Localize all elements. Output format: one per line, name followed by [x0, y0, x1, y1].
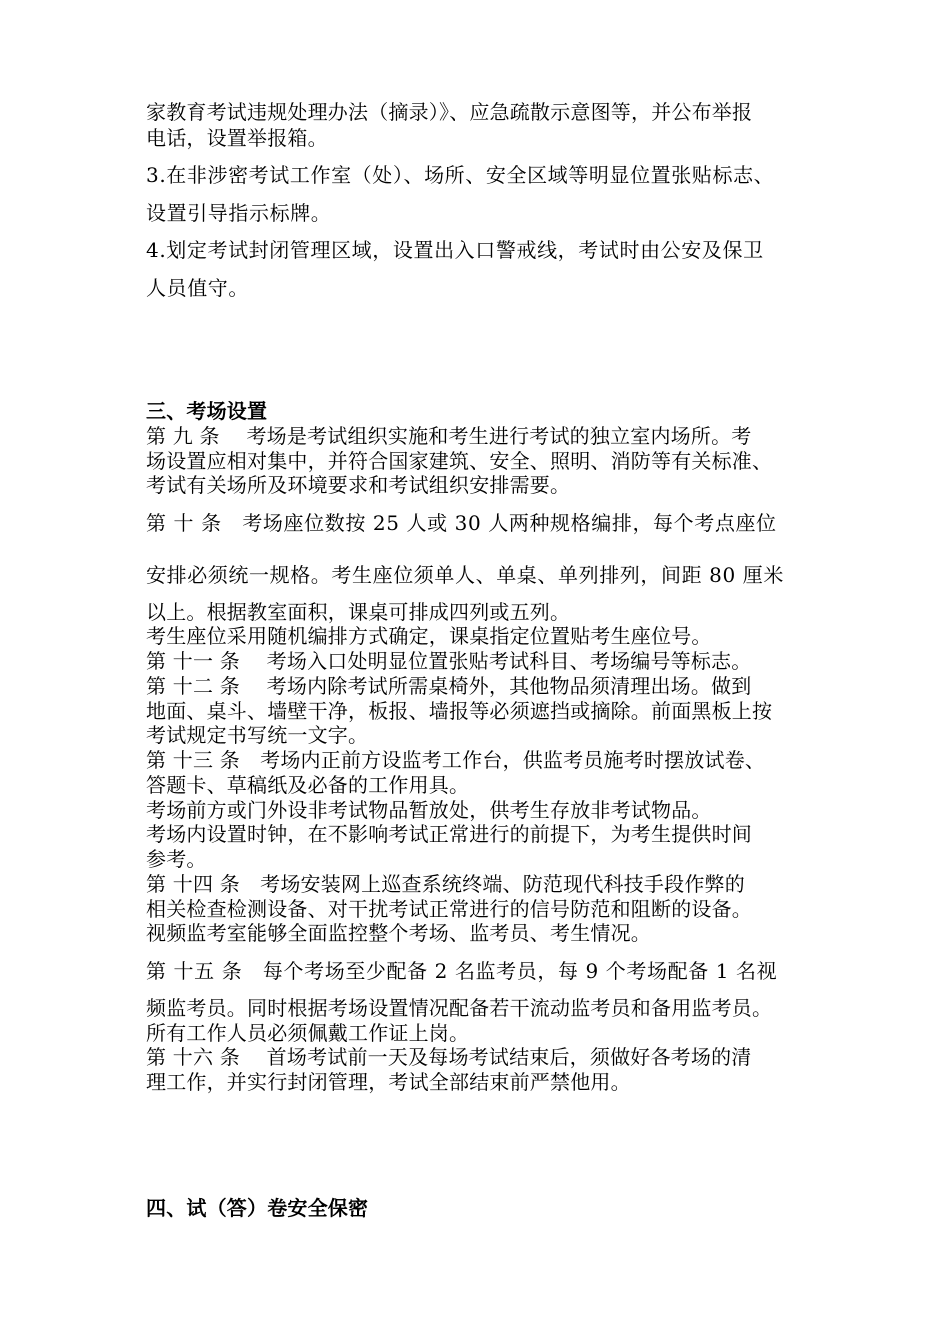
article-9-line: 场设置应相对集中，并符合国家建筑、安全、照明、消防等有关标准、 — [146, 449, 773, 473]
article-14-line: 第 十四 条 考场安装网上巡查系统终端、防范现代科技手段作弊的 — [146, 872, 745, 896]
article-11-line: 第 十一 条 考场入口处明显位置张贴考试科目、考场编号等标志。 — [146, 649, 752, 673]
paragraph-line: 设置引导指示标牌。 — [146, 201, 332, 225]
article-15-line: 第 十五 条 每个考场至少配备 2 名监考员，每 9 个考场配备 1 名视 — [146, 959, 778, 983]
section-heading-exam-room-setup: 三、考场设置 — [146, 399, 268, 423]
paragraph-line: 电话，设置举报箱。 — [146, 126, 328, 150]
paragraph-line: 考生座位采用随机编排方式确定，课桌指定位置贴考生座位号。 — [146, 624, 712, 648]
paragraph-line: 4.划定考试封闭管理区域，设置出入口警戒线，考试时由公安及保卫 — [146, 238, 764, 262]
article-13-line: 答题卡、草稿纸及必备的工作用具。 — [146, 773, 470, 797]
article-9-line: 第 九 条 考场是考试组织实施和考生进行考试的独立室内场所。考 — [146, 424, 752, 448]
paragraph-line: 考场前方或门外设非考试物品暂放处，供考生存放非考试物品。 — [146, 798, 712, 822]
paragraph-line: 人员值守。 — [146, 276, 249, 300]
paragraph-line: 考场内设置时钟，在不影响考试正常进行的前提下，为考生提供时间 — [146, 822, 752, 846]
article-12-line: 第 十二 条 考场内除考试所需桌椅外，其他物品须清理出场。做到 — [146, 674, 752, 698]
article-12-line: 考试规定书写统一文字。 — [146, 723, 369, 747]
article-14-line: 视频监考室能够全面监控整个考场、监考员、考生情况。 — [146, 921, 651, 945]
paragraph-line: 家教育考试违规处理办法（摘录）》、应急疏散示意图等，并公布举报 — [146, 100, 753, 124]
section-heading-paper-security: 四、试（答）卷安全保密 — [146, 1196, 369, 1220]
article-10-line: 安排必须统一规格。考生座位须单人、单桌、单列排列，间距 80 厘米 — [146, 563, 784, 587]
article-10-line: 第 十 条 考场座位数按 25 人或 30 人两种规格编排，每个考点座位 — [146, 511, 777, 535]
paragraph-line: 3.在非涉密考试工作室（处）、场所、安全区域等明显位置张贴标志、 — [146, 163, 775, 187]
article-16-line: 理工作，并实行封闭管理，考试全部结束前严禁他用。 — [146, 1070, 631, 1094]
article-15-line: 频监考员。同时根据考场设置情况配备若干流动监考员和备用监考员。 — [146, 996, 773, 1020]
article-9-line: 考试有关场所及环境要求和考试组织安排需要。 — [146, 473, 571, 497]
article-12-line: 地面、桌斗、墙壁干净，板报、墙报等必须遮挡或摘除。前面黑板上按 — [146, 699, 773, 723]
paragraph-line: 参考。 — [146, 847, 207, 871]
article-13-line: 第 十三 条 考场内正前方设监考工作台，供监考员施考时摆放试卷、 — [146, 748, 766, 772]
article-16-line: 第 十六 条 首场考试前一天及每场考试结束后，须做好各考场的清 — [146, 1045, 752, 1069]
article-14-line: 相关检查检测设备、对干扰考试正常进行的信号防范和阻断的设备。 — [146, 897, 752, 921]
article-15-line: 所有工作人员必须佩戴工作证上岗。 — [146, 1021, 470, 1045]
article-10-line: 以上。根据教室面积，课桌可排成四列或五列。 — [146, 600, 571, 624]
